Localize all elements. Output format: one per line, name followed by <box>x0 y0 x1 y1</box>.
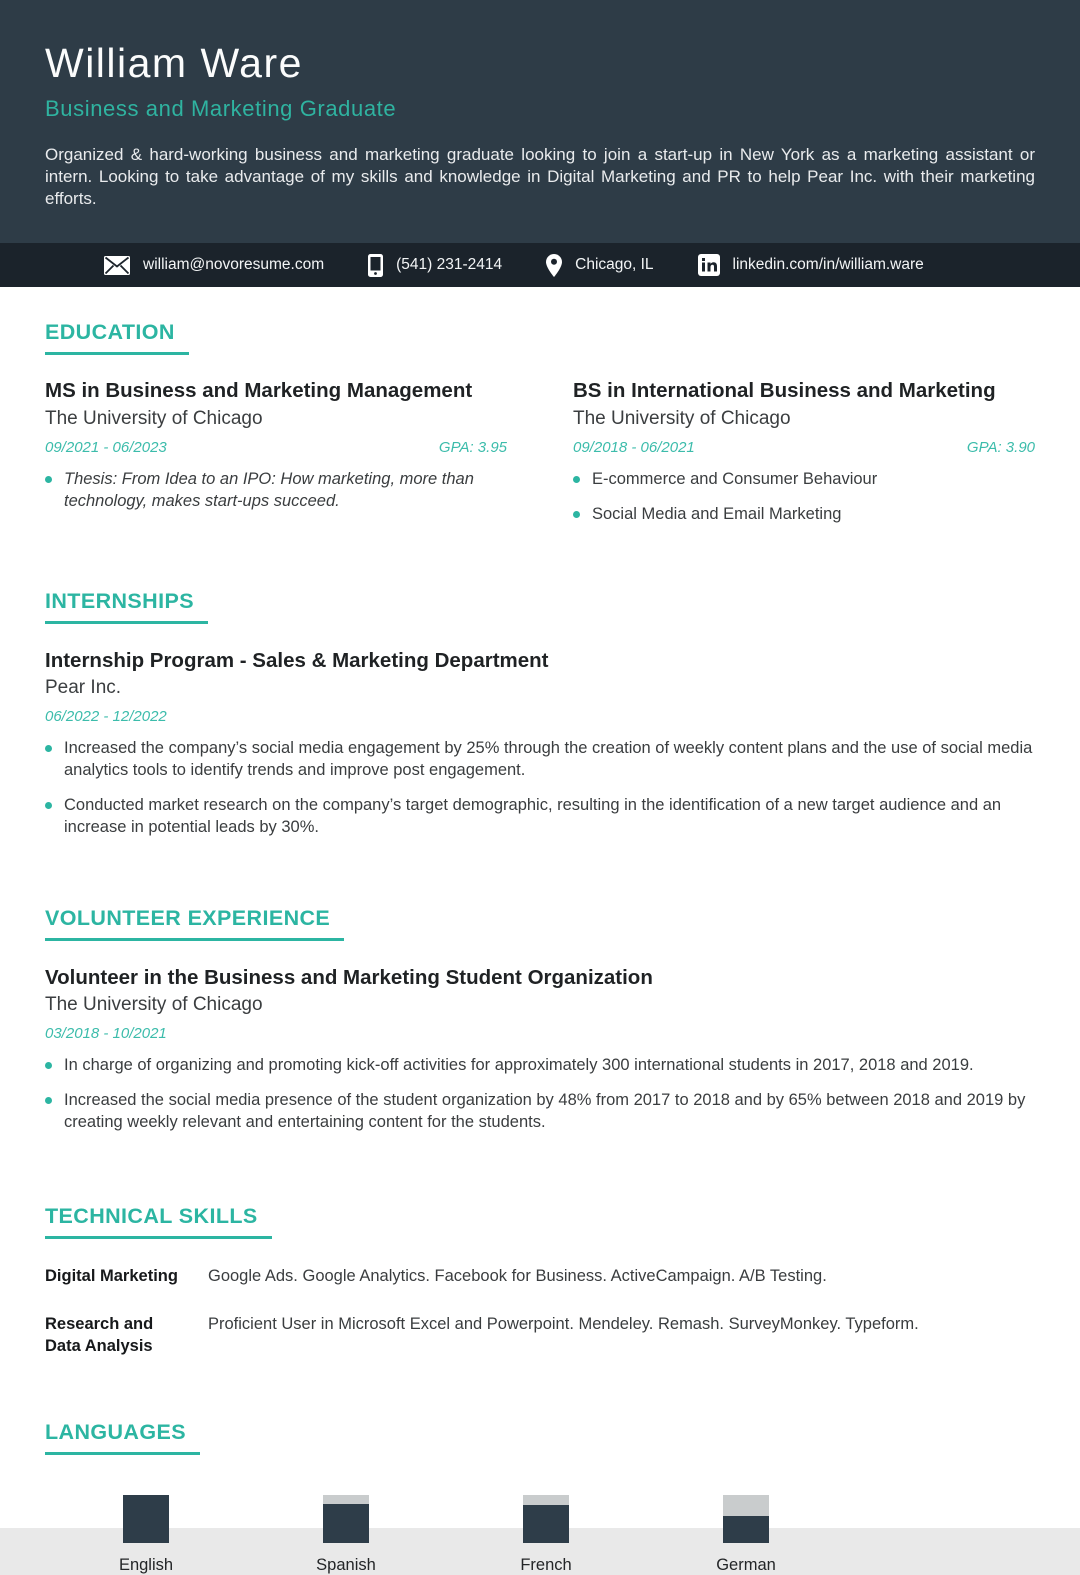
bullet-dot-icon <box>573 511 580 518</box>
internship-company: Pear Inc. <box>45 677 122 699</box>
language-level-fill <box>723 1516 769 1543</box>
language-level-indicator <box>723 1495 769 1543</box>
education-meta <box>573 439 1035 456</box>
location-icon <box>546 254 562 277</box>
volunteer-title: Volunteer in the Business and Marketing Student Organization <box>45 965 653 989</box>
bullet-item <box>45 469 507 513</box>
internship-title: Internship Program - Sales & Marketing Department <box>45 648 549 672</box>
internship-meta <box>45 708 1035 725</box>
education-item <box>573 378 1035 538</box>
internship-item <box>45 648 1035 839</box>
skill-row <box>45 1266 1035 1288</box>
skill-category: Research and Data Analysis <box>45 1315 154 1356</box>
contact-phone <box>368 254 502 277</box>
language-item <box>683 1495 809 1575</box>
skill-row <box>45 1314 1035 1358</box>
section-skills <box>45 1147 1035 1358</box>
education-dates: 09/2021 - 06/2023 <box>45 439 167 457</box>
degree-title: MS in Business and Marketing Management <box>45 379 473 403</box>
section-internships <box>45 539 1035 839</box>
bullet-dot-icon <box>45 476 52 483</box>
skill-list: Proficient User in Microsoft Excel and Powerpoint. Mendeley. Remash. SurveyMonkey. Typeform. <box>208 1315 919 1334</box>
education-item <box>45 378 507 538</box>
skills-heading: TECHNICAL SKILLS <box>45 1204 272 1239</box>
language-level-fill <box>323 1504 369 1543</box>
language-name: English <box>118 1555 174 1574</box>
language-level-fill <box>523 1505 569 1543</box>
bullet-dot-icon <box>45 802 52 809</box>
education-dates: 09/2018 - 06/2021 <box>573 439 695 457</box>
language-item <box>283 1495 409 1575</box>
education-bullets <box>573 469 1035 526</box>
bullet-text: Thesis: From Idea to an IPO: How marketing, more than technology, makes start-ups succeed. <box>64 470 474 510</box>
education-meta <box>45 439 507 456</box>
internships-heading: INTERNSHIPS <box>45 589 208 624</box>
contact-email <box>104 256 324 275</box>
education-gpa: GPA: 3.90 <box>966 439 1035 457</box>
education-bullets <box>45 469 507 513</box>
bullet-text: In charge of organizing and promoting kick-off activities for approximately 300 international students in 2017, 2018 and 2019. <box>64 1056 974 1075</box>
language-item <box>83 1495 209 1575</box>
school-name: The University of Chicago <box>45 408 263 430</box>
volunteer-item <box>45 965 1035 1134</box>
bullet-text: Increased the social media presence of the student organization by 48% from 2017 to 2018 and by 65% between 2018 and 2019 by creating weekly relevant and entertaining content for the students. <box>64 1091 1026 1131</box>
skill-list: Google Ads. Google Analytics. Facebook for Business. ActiveCampaign. A/B Testing. <box>208 1266 827 1285</box>
contact-location-text: Chicago, IL <box>575 256 654 274</box>
bullet-text: Conducted market research on the company’s target demographic, resulting in the identification of a new target audience and an increase in potential leads by 30%. <box>64 796 1002 836</box>
language-name: French <box>520 1555 572 1574</box>
phone-icon <box>368 254 383 277</box>
summary-text: Organized & hard-working business and marketing graduate looking to join a start-up in New York as a marketing assistant or intern. Looking to take advantage of my skills and knowledge in Digital Marketing and PR to help Pear Inc. with their marketing efforts. <box>45 145 1035 208</box>
language-level-fill <box>123 1495 169 1543</box>
language-level-indicator <box>323 1495 369 1543</box>
bullet-dot-icon <box>45 745 52 752</box>
bullet-text: Social Media and Email Marketing <box>592 504 842 523</box>
contact-phone-text: (541) 231-2414 <box>396 256 503 274</box>
section-education <box>45 287 1035 538</box>
bullet-dot-icon <box>573 476 580 483</box>
contact-bar <box>0 243 1080 287</box>
language-level-indicator <box>123 1495 169 1543</box>
person-name: William Ware <box>45 40 303 86</box>
contact-location <box>546 254 653 277</box>
bullet-item <box>45 795 1035 839</box>
contact-email-text: william@novoresume.com <box>143 256 325 274</box>
linkedin-icon <box>698 254 720 276</box>
language-name: Spanish <box>316 1555 376 1574</box>
bullet-item <box>45 738 1035 782</box>
bullet-dot-icon <box>45 1062 52 1069</box>
languages-list <box>45 1495 1035 1575</box>
bullet-item <box>573 469 1035 491</box>
volunteer-bullets <box>45 1055 1035 1133</box>
school-name: The University of Chicago <box>573 408 791 430</box>
internship-dates: 06/2022 - 12/2022 <box>45 708 167 726</box>
internship-bullets <box>45 738 1035 838</box>
education-grid <box>45 378 1035 538</box>
volunteer-dates: 03/2018 - 10/2021 <box>45 1025 167 1043</box>
language-level-indicator <box>523 1495 569 1543</box>
contact-linkedin-text: linkedin.com/in/william.ware <box>732 256 924 274</box>
section-volunteer <box>45 852 1035 1134</box>
skill-category: Digital Marketing <box>45 1266 178 1285</box>
bullet-item <box>573 504 1035 526</box>
bullet-text: Increased the company’s social media engagement by 25% through the creation of weekly content plans and the use of social media analytics tools to identify trends and improve post engagement. <box>64 739 1033 780</box>
volunteer-meta <box>45 1025 1035 1042</box>
volunteer-org: The University of Chicago <box>45 994 263 1016</box>
bullet-item <box>45 1090 1035 1134</box>
bullet-item <box>45 1055 1035 1077</box>
languages-heading: LANGUAGES <box>45 1420 200 1455</box>
language-name: German <box>716 1555 776 1574</box>
resume-header <box>0 0 1080 243</box>
section-languages <box>45 1358 1035 1575</box>
email-icon <box>104 256 130 275</box>
education-heading: EDUCATION <box>45 320 189 355</box>
resume-body <box>0 287 1080 1575</box>
degree-title: BS in International Business and Marketing <box>573 379 996 403</box>
education-gpa: GPA: 3.95 <box>438 439 507 457</box>
person-title: Business and Marketing Graduate <box>45 96 397 122</box>
bullet-text: E-commerce and Consumer Behaviour <box>592 470 878 489</box>
contact-linkedin <box>698 254 924 276</box>
bullet-dot-icon <box>45 1097 52 1104</box>
language-item <box>483 1495 609 1575</box>
volunteer-heading: VOLUNTEER EXPERIENCE <box>45 906 344 941</box>
